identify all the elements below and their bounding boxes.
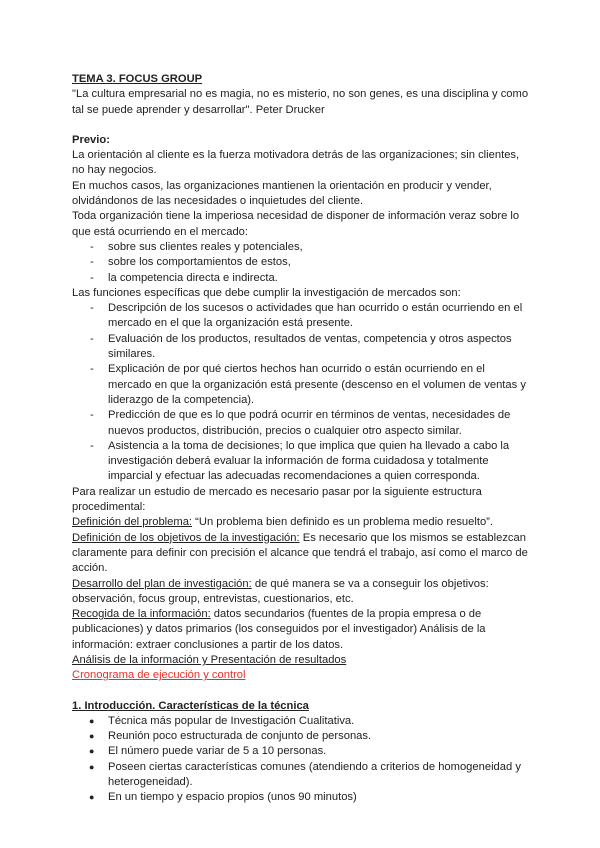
list-item: ● Reunión poco estructurada de conjunto de personas. [72,729,530,744]
step-objectives [72,531,530,577]
list-item: - Descripción de los sucesos o actividades que han ocurrido o están ocurriendo en el mercado en el que la organización está presente. [72,301,530,332]
functions-list [72,301,530,485]
step-label: Definición del problema: [72,516,193,529]
list-item: - Evaluación de los productos, resultados de ventas, competencia y otros aspectos similares. [72,332,530,363]
schedule-line: Cronograma de ejecución y control [72,669,246,682]
list-item: - Asistencia a la toma de decisiones; lo que implica que quien ha llevado a cabo la investigación deberá evaluar la información de forma cuidadosa y totalmente imparcial y efectuar las adecuadas recomendaciones a quien corresponda. [72,439,530,485]
list-item: - sobre sus clientes reales y potenciales, [72,240,530,255]
section-1-heading: 1. Introducción. Características de la técnica [72,699,309,712]
spacer [72,118,530,133]
previo-paragraph: En muchos casos, las organizaciones mantienen la orientación en producir y vender, olvidándonos de las necesidades o inquietudes del cliente. [72,179,492,208]
document-body [72,72,530,806]
previo-paragraph: La orientación al cliente es la fuerza motivadora detrás de las organizaciones; sin clientes, no hay negocios. [72,149,520,177]
step-label: Recogida de la información: [72,608,211,621]
analysis-line: Análisis de la información y Presentación de resultados [72,653,347,666]
list-item: - la competencia directa e indirecta. [72,271,530,286]
step-text: de qué manera se va a conseguir los objetivos: observación, focus group, entrevistas, cuestionarios, etc. [72,577,489,605]
market-info-list [72,240,530,286]
list-item: - Predicción de que es lo que podrá ocurrir en términos de ventas, necesidades de nuevos productos, distribución, precios o cualquier otro aspecto similar. [72,408,530,439]
step-collection [72,607,530,653]
step-plan [72,577,530,608]
spacer [72,684,530,699]
step-text: Es necesario que los mismos se establezcan claramente para definir con precisión el alcance que tendrá el trabajo, así como el marco de acción. [72,531,528,575]
document-title: TEMA 3. FOCUS GROUP [72,73,203,85]
functions-intro: Las funciones específicas que debe cumplir la investigación de mercados son: [72,286,461,299]
list-item: - Explicación de por qué ciertos hechos han ocurrido o están ocurriendo en el mercado en que la organización está presente (descenso en el volumen de ventas y liderazgo de la competencia). [72,362,530,408]
step-text: datos secundarios (fuentes de la propia empresa o de publicaciones) y datos primarios (los conseguidos por el investigador) Análisis de la información: extraer conclusiones a partir de los datos. [72,608,486,651]
previo-heading: Previo: [72,133,110,146]
step-label: Definición de los objetivos de la investigación: [72,531,300,544]
previo-paragraph: Toda organización tiene la imperiosa necesidad de disponer de información veraz sobre lo que está ocurriendo en el mercado: [72,210,520,238]
list-item: ● Poseen ciertas características comunes (atendiendo a criterios de homogeneidad y heterogeneidad). [72,760,530,791]
step-problem [72,515,530,530]
technique-features-list [72,714,530,806]
structure-intro: Para realizar un estudio de mercado es necesario pasar por la siguiente estructura procedimental: [72,485,482,514]
step-label: Desarrollo del plan de investigación: [72,577,252,590]
step-text: “Un problema bien definido es un problema medio resuelto”. [192,516,494,529]
list-item: ● Técnica más popular de Investigación Cualitativa. [72,714,530,729]
list-item: ● El número puede variar de 5 a 10 personas. [72,744,530,759]
list-item: - sobre los comportamientos de estos, [72,255,530,270]
list-item: ● En un tiempo y espacio propios (unos 90 minutos) [72,790,530,805]
drucker-quote: "La cultura empresarial no es magia, no es misterio, no son genes, es una disciplina y como tal se puede aprender y desarrollar". Peter Drucker [72,88,529,116]
